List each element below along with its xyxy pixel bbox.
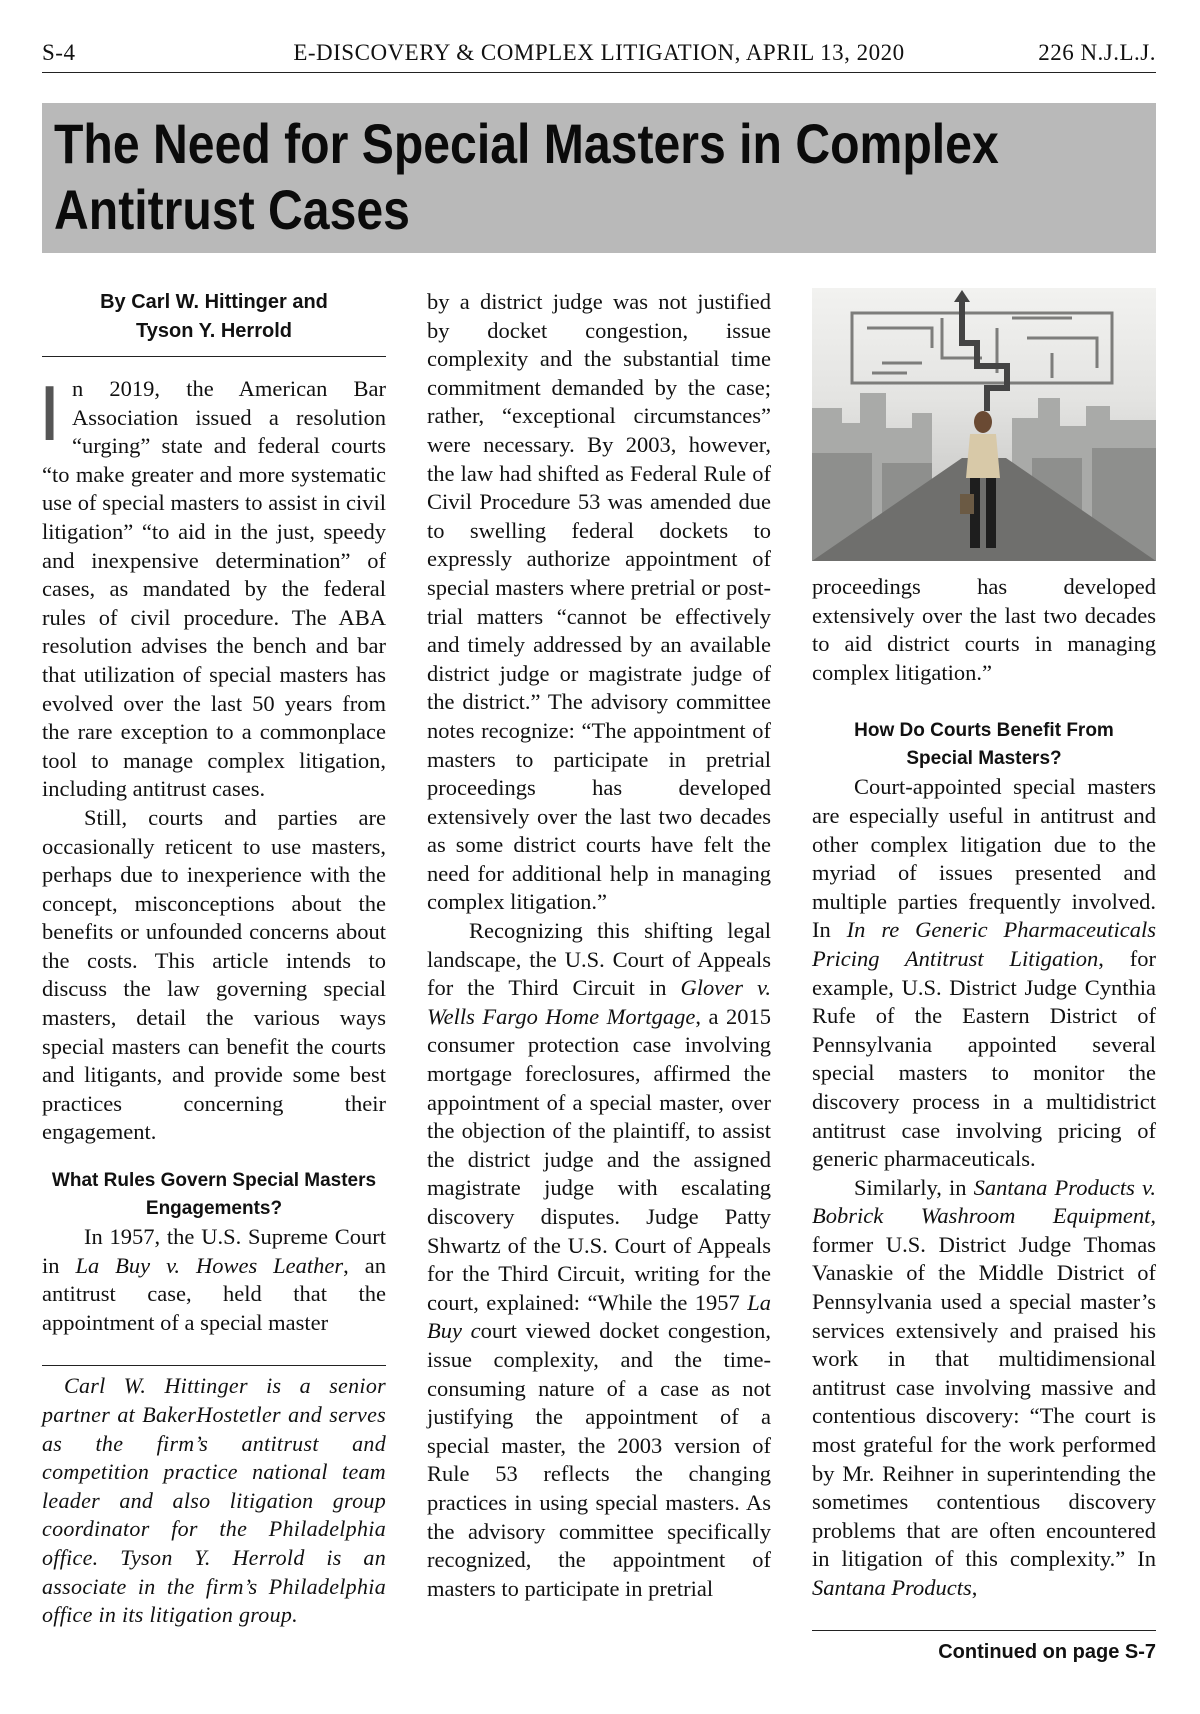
subhead-benefit-line-1: How Do Courts Benefit From (854, 720, 1114, 742)
maze-woman-photo (812, 288, 1156, 561)
headline-line-1: The Need for Special Masters in Complex (54, 112, 999, 175)
paragraph-2: Still, courts and parties are occasionally reticent to use masters, perhaps due to inexperience with the concept, misconceptions about the benefits or unfounded concerns about the costs. This article intends to discuss the law governing special masters, detail the various ways special masters can benefit the courts and litigants, and provide some best practices concerning their engagement. (42, 804, 386, 1145)
case-name-la-buy: La Buy v. Howes Leather (75, 1252, 344, 1278)
paragraph-7-text-a: Court-appointed special masters are especially useful in antitrust and other complex litigation due to the myriad of issues presented and multiple parties frequently involved. In (812, 774, 1156, 943)
paragraph-3-text-a: In 1957, the U.S. Supreme Court in (42, 1224, 386, 1278)
column-3 (812, 573, 1156, 1603)
author-note: Carl W. Hittinger is a senior partner at BakerHostetler and serves as the firm’s antitrust and competition practice national team leader and also litigation group coordinator for the Philadelphia office. Tyson Y. Herrold is an associate in the firm’s Philadelphia office in its litigation group. (42, 1373, 386, 1628)
case-name-santana: Santana Products v. Bobrick Washroom Equipment, (812, 1174, 1156, 1229)
subhead-benefit (812, 717, 1156, 773)
paragraph-6: proceedings has developed extensively over the last two decades to aid district courts in managing complex litigation.” (812, 574, 1156, 685)
paragraph-8-text-c: , (971, 1575, 978, 1600)
headline-banner (42, 103, 1156, 253)
headline-line-2: Antitrust Cases (54, 178, 410, 241)
case-name-glover: Glover v. Wells Fargo Home Mortgage (427, 975, 771, 1029)
running-header (42, 38, 1156, 73)
paragraph-7-text-b: , for example, U.S. District Judge Cynthia Rufe of the Eastern District of Pennsylvania appointed several special masters to monitor the discovery process in a multidistrict antitrust case involving pricing of generic pharmaceuticals. (812, 945, 1156, 1172)
case-name-santana-2: Santana Products (812, 1575, 972, 1600)
section-title: E-DISCOVERY & COMPLEX LITIGATION, APRIL 13, 2020 (293, 40, 905, 65)
drop-cap: I (42, 369, 58, 457)
paragraph-1-text: n 2019, the American Bar Association issued a resolution “urging” state and federal courts “to make greater and more systematic use of special masters to assist in civil litigation” “to aid in the just, speedy and inexpensive determination” of cases, as mandated by the federal rules of civil procedure. The ABA resolution advises the bench and bar that utilization of special masters has evolved over the last 50 years from the rare exception to a commonplace tool to manage complex litigation, including antitrust cases. (42, 376, 386, 802)
paragraph-8 (812, 1174, 1156, 1603)
paragraph-3 (42, 1223, 386, 1337)
maze-walls (852, 313, 1112, 383)
column-2 (427, 288, 771, 1603)
arrow-up-icon (954, 290, 970, 302)
paragraph-4: by a district judge was not justified by docket congestion, issue complexity and the substantial time commitment demanded by the case; rather, “exceptional circumstances” were necessary. By 2003, however, the law had shifted as Federal Rule of Civil Procedure 53 was amended due to swelling federal dockets to expressly authorize appointment of special masters where pretrial or post-trial matters “cannot be effectively and timely addressed by an available district judge or magistrate judge of the district.” The advisory committee notes recognize: “The appointment of masters to participate in pretrial proceedings has developed extensively over the last two decades as some district courts have felt the need for additional help in managing complex litigation.” (427, 289, 771, 915)
paragraph-3-text-b: , an antitrust case, held that the appointment of a special master (42, 1252, 386, 1335)
paragraph-5-text-c: ourt viewed docket congestion, issue complexity, and the time-consuming nature of a case as not justifying the appointment of a special master, the 2003 version of Rule 53 reflects the changing practices in using special masters. As the advisory committee specifically recognized, the appointment of masters to participate in pretrial (427, 1318, 771, 1601)
case-name-la-buy-2: La Buy c (427, 1289, 771, 1344)
subhead-rules-line-2: Engagements? (145, 1198, 283, 1220)
continued-link[interactable]: Continued on page S-7 (812, 1630, 1156, 1664)
paragraph-8-text-b: former U.S. District Judge Thomas Vanaskie of the Middle District of Pennsylvania used a special master’s services extensively and praised his work in that multidimensional antitrust case involving massive and contentious discovery: “The court is most grateful for the work performed by Mr. Reihner in superintending the sometimes contentious discovery problems that are often encountered in litigation of this complexity.” In (812, 1231, 1156, 1572)
column-1 (42, 288, 386, 1630)
subhead-benefit-line-2: Special Masters? (906, 748, 1062, 770)
paragraph-5-text-a: Recognizing this shifting legal landscape, the U.S. Court of Appeals for the Third Circuit in (427, 918, 771, 1001)
subhead-rules-line-1: What Rules Govern Special Masters (51, 1170, 377, 1192)
page-number: S-4 (42, 40, 76, 65)
byline (42, 288, 386, 357)
citation: 226 N.J.L.J. (1038, 40, 1156, 65)
byline-line-1: By Carl W. Hittinger and (100, 291, 328, 313)
paragraph-5-text-b: , a 2015 consumer protection case involving mortgage foreclosures, affirmed the appointment of a special master, over the objection of the plaintiff, to assist the district judge and the assigned magistrate judge with escalating discovery disputes. Judge Patty Shwartz of the U.S. Court of Appeals for the Third Circuit, writing for the court, explained: “While the 1957 (427, 1003, 771, 1315)
paragraph-8-text-a: Similarly, in (854, 1174, 974, 1200)
case-name-generic-pharma: In re Generic Pharmaceuticals Pricing Antitrust Litigation (812, 917, 1156, 971)
byline-line-2: Tyson Y. Herrold (136, 320, 292, 342)
headline (54, 111, 1069, 243)
author-note-divider (42, 1365, 386, 1629)
subhead-rules (42, 1167, 386, 1223)
paragraph-5 (427, 917, 771, 1603)
maze-illustration (812, 288, 1156, 561)
paragraph-7 (812, 773, 1156, 1173)
paragraph-1 (42, 369, 386, 804)
